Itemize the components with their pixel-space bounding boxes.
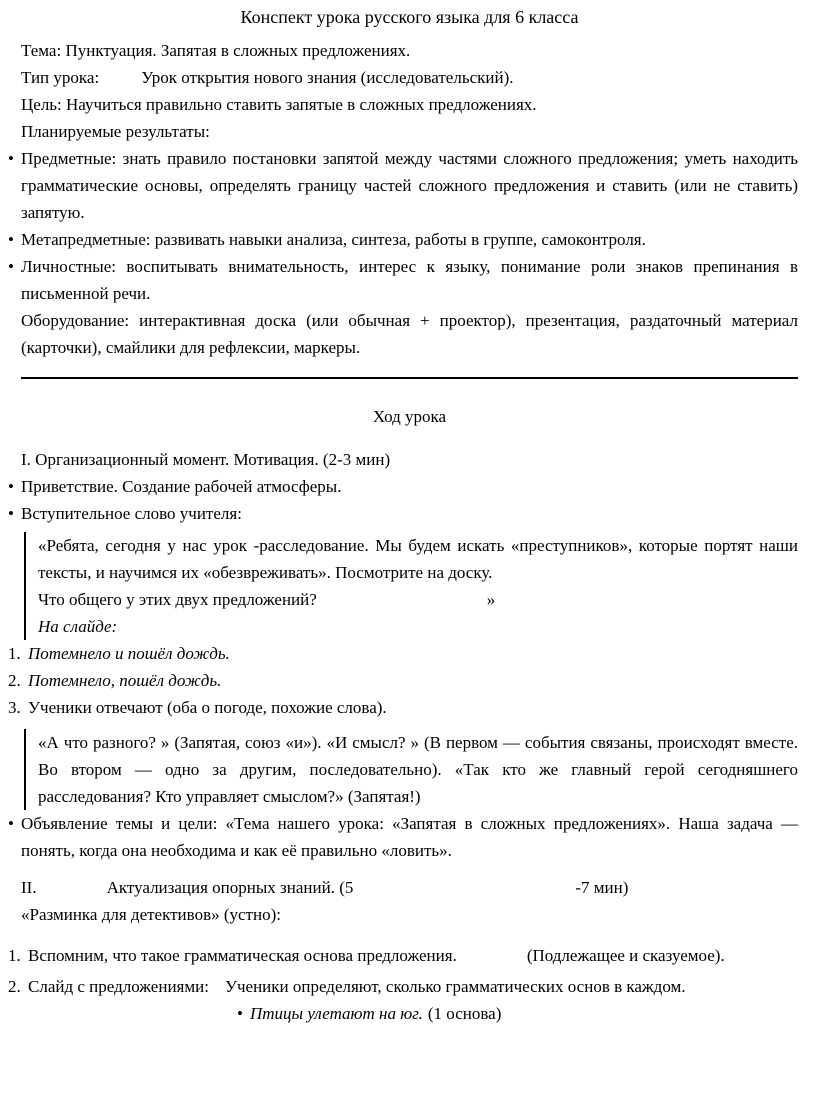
slide-item-2 [8, 667, 798, 694]
bullet-item-text: Вступительное слово учителя: [21, 504, 242, 523]
bullet-icon: • [237, 1004, 243, 1023]
tab-space [457, 960, 527, 961]
item-number: 2. [8, 977, 21, 996]
warmup-item-2 [8, 973, 798, 1000]
result-item-personal [8, 253, 798, 307]
result-item-metasubject [8, 226, 798, 253]
teacher-quote-2 [24, 729, 798, 810]
stage2-title [21, 874, 798, 901]
doc-title: Конспект урока русского языка для 6 класса [240, 7, 579, 27]
stage2-numeral: II. [21, 878, 37, 897]
theme-line: Тема: Пунктуация. Запятая в сложных предложениях. [21, 41, 411, 60]
quote1-body: «Ребята, сегодня у нас урок -расследование. Мы будем искать «преступников», которые портят наши тексты, и научимся их «обезвреживать». Посмотрите на доску. [38, 536, 798, 582]
planned-results-label: Планируемые результаты: [21, 122, 210, 141]
lesson-type-value: Урок открытия нового знания (исследовательский). [141, 68, 514, 87]
slide-label: На слайде: [38, 617, 118, 636]
warmup-list [8, 942, 798, 1000]
warmup-item-1 [8, 942, 798, 969]
tab-space [99, 82, 141, 83]
bullet-icon: • [8, 814, 14, 833]
section-divider [21, 377, 798, 379]
lesson-type-line [21, 64, 798, 91]
bullet-icon: • [8, 477, 14, 496]
result-item-text: Метапредметные: развивать навыки анализа, синтеза, работы в группе, самоконтроля. [21, 230, 646, 249]
quote1-question-line [38, 586, 798, 613]
tab-space [37, 892, 107, 893]
stage2-duration: -7 мин) [575, 878, 629, 897]
item-number: 2. [8, 671, 21, 690]
result-item-subject [8, 145, 798, 226]
example-sentence-bullet [237, 1000, 798, 1027]
announce-bullet [8, 810, 798, 864]
bullet-icon: • [8, 257, 14, 276]
announce-list [8, 810, 798, 864]
stage2-title-text: Актуализация опорных знаний. (5 [106, 878, 354, 897]
item-number: 1. [8, 946, 21, 965]
teacher-quote-1 [24, 532, 798, 640]
quote2-text: «А что разного? » (Запятая, союз «и»). «И смысл? » (В первом — события связаны, происходят вместе. Во втором — одно за другим, последовательно). «Так кто же главный герой сегодняшнего расследования? Кто управляет смыслом?» (Запятая!) [38, 733, 798, 806]
course-heading: Ход урока [372, 407, 447, 426]
bullet-item-greeting [8, 473, 798, 500]
warmup-item-text: Слайд с предложениями: [28, 977, 209, 996]
warmup-item-text: Вспомним, что такое грамматическая основа предложения. [28, 946, 457, 965]
item-number: 3. [8, 698, 21, 717]
stage1-bullet-list [8, 473, 798, 527]
warmup-item-answer: (Подлежащее и сказуемое). [526, 946, 725, 965]
slide-sentence: Ученики отвечают (оба о погоде, похожие слова). [28, 698, 387, 717]
tab-space [317, 604, 487, 605]
tab-space [209, 991, 225, 992]
example-sentence: Птицы улетают на юг. [250, 1004, 423, 1023]
goal-line: Цель: Научиться правильно ставить запятые в сложных предложениях. [21, 95, 537, 114]
slide-sentences-list [8, 640, 798, 721]
lesson-type-label: Тип урока: [21, 68, 100, 87]
slide-sentence: Потемнело и пошёл дождь. [28, 644, 230, 663]
example-note: (1 основа) [427, 1004, 502, 1023]
equipment-line: Оборудование: интерактивная доска (или обычная + проектор), презентация, раздаточный материал (карточки), смайлики для рефлексии, маркеры. [21, 311, 798, 357]
stage2-subtitle: «Разминка для детективов» (устно): [21, 905, 281, 924]
bullet-item-opening-words [8, 500, 798, 527]
bullet-icon: • [8, 149, 14, 168]
slide-item-1 [8, 640, 798, 667]
item-number: 1. [8, 644, 21, 663]
stage1-title: I. Организационный момент. Мотивация. (2-3 мин) [21, 450, 391, 469]
result-item-text: Личностные: воспитывать внимательность, интерес к языку, понимание роли знаков препинания в письменной речи. [21, 257, 798, 303]
bullet-icon: • [8, 504, 14, 523]
quote1-close-mark: » [486, 590, 496, 609]
bullet-item-text: Приветствие. Создание рабочей атмосферы. [21, 477, 342, 496]
announce-text: Объявление темы и цели: «Тема нашего урока: «Запятая в сложных предложениях». Наша задача — понять, когда она необходима и как её правильно «ловить». [21, 814, 798, 860]
bullet-icon: • [8, 230, 14, 249]
quote1-question: Что общего у этих двух предложений? [38, 590, 317, 609]
result-item-text: Предметные: знать правило постановки запятой между частями сложного предложения; уметь находить грамматические основы, определять границу частей сложного предложения и ставить (или не ставить) запятую. [21, 149, 798, 222]
slide-sentence: Потемнело, пошёл дождь. [28, 671, 222, 690]
warmup-item-answer: Ученики определяют, сколько грамматических основ в каждом. [224, 977, 686, 996]
planned-results-list [8, 145, 798, 307]
tab-space [353, 892, 575, 893]
slide-item-3 [8, 694, 798, 721]
